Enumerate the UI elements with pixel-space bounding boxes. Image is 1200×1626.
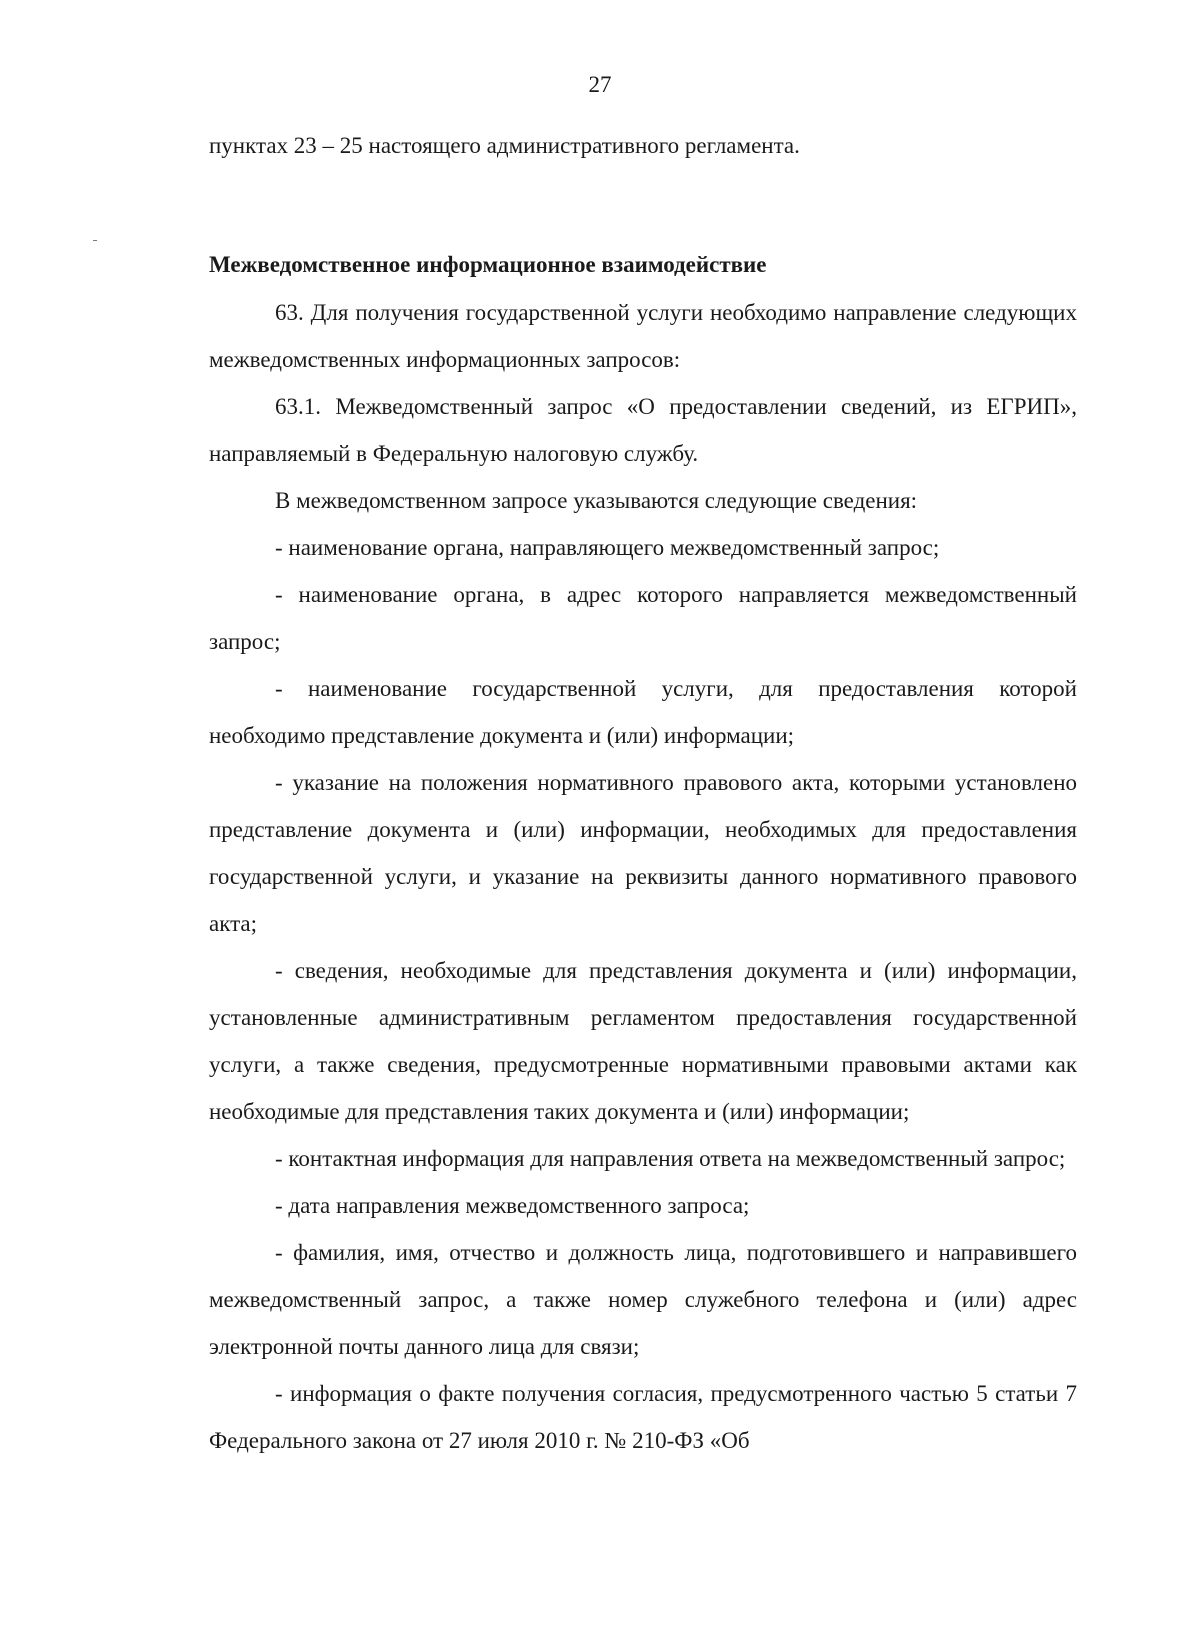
list-item: - дата направления межведомственного запроса; xyxy=(275,1193,750,1218)
list-item: - фамилия, имя, отчество и должность лица, подготовившего и направившего межведомственный запрос, а также номер служебного телефона и (или) адрес электронной почты данного лица для связи; xyxy=(209,1240,1077,1359)
list-item: - указание на положения нормативного правового акта, которыми установлено представление документа и (или) информации, необходимых для предоставления государственной услуги, и указание на реквизиты данного нормативного правового акта; xyxy=(209,770,1077,936)
list-item: - наименование государственной услуги, для предоставления которой необходимо представление документа и (или) информации; xyxy=(209,676,1077,748)
list-item: - информация о факте получения согласия, предусмотренного частью 5 статьи 7 Федерального закона от 27 июля 2010 г. № 210-ФЗ «Об xyxy=(209,1381,1077,1453)
paragraph-63: 63. Для получения государственной услуги необходимо направление следующих межведомственных информационных запросов: xyxy=(209,300,1077,372)
list-item: - контактная информация для направления ответа на межведомственный запрос; xyxy=(275,1146,1066,1171)
document-body xyxy=(209,122,1077,1464)
list-item: - сведения, необходимые для представления документа и (или) информации, установленные административным регламентом предоставления государственной услуги, а также сведения, предусмотренные нормативными правовыми актами как необходимые для представления таких документа и (или) информации; xyxy=(209,958,1077,1124)
list-item: - наименование органа, направляющего межведомственный запрос; xyxy=(275,535,940,560)
scan-speck xyxy=(93,240,97,241)
paragraph-intro: В межведомственном запросе указываются следующие сведения: xyxy=(275,488,918,513)
list-item: - наименование органа, в адрес которого направляется межведомственный запрос; xyxy=(209,582,1077,654)
paragraph-63-1: 63.1. Межведомственный запрос «О предоставлении сведений, из ЕГРИП», направляемый в Федеральную налоговую службу. xyxy=(209,394,1077,466)
section-heading: Межведомственное информационное взаимодействие xyxy=(209,252,767,277)
continuation-line: пунктах 23 – 25 настоящего административного регламента. xyxy=(209,133,800,158)
page-number: 27 xyxy=(588,72,612,97)
